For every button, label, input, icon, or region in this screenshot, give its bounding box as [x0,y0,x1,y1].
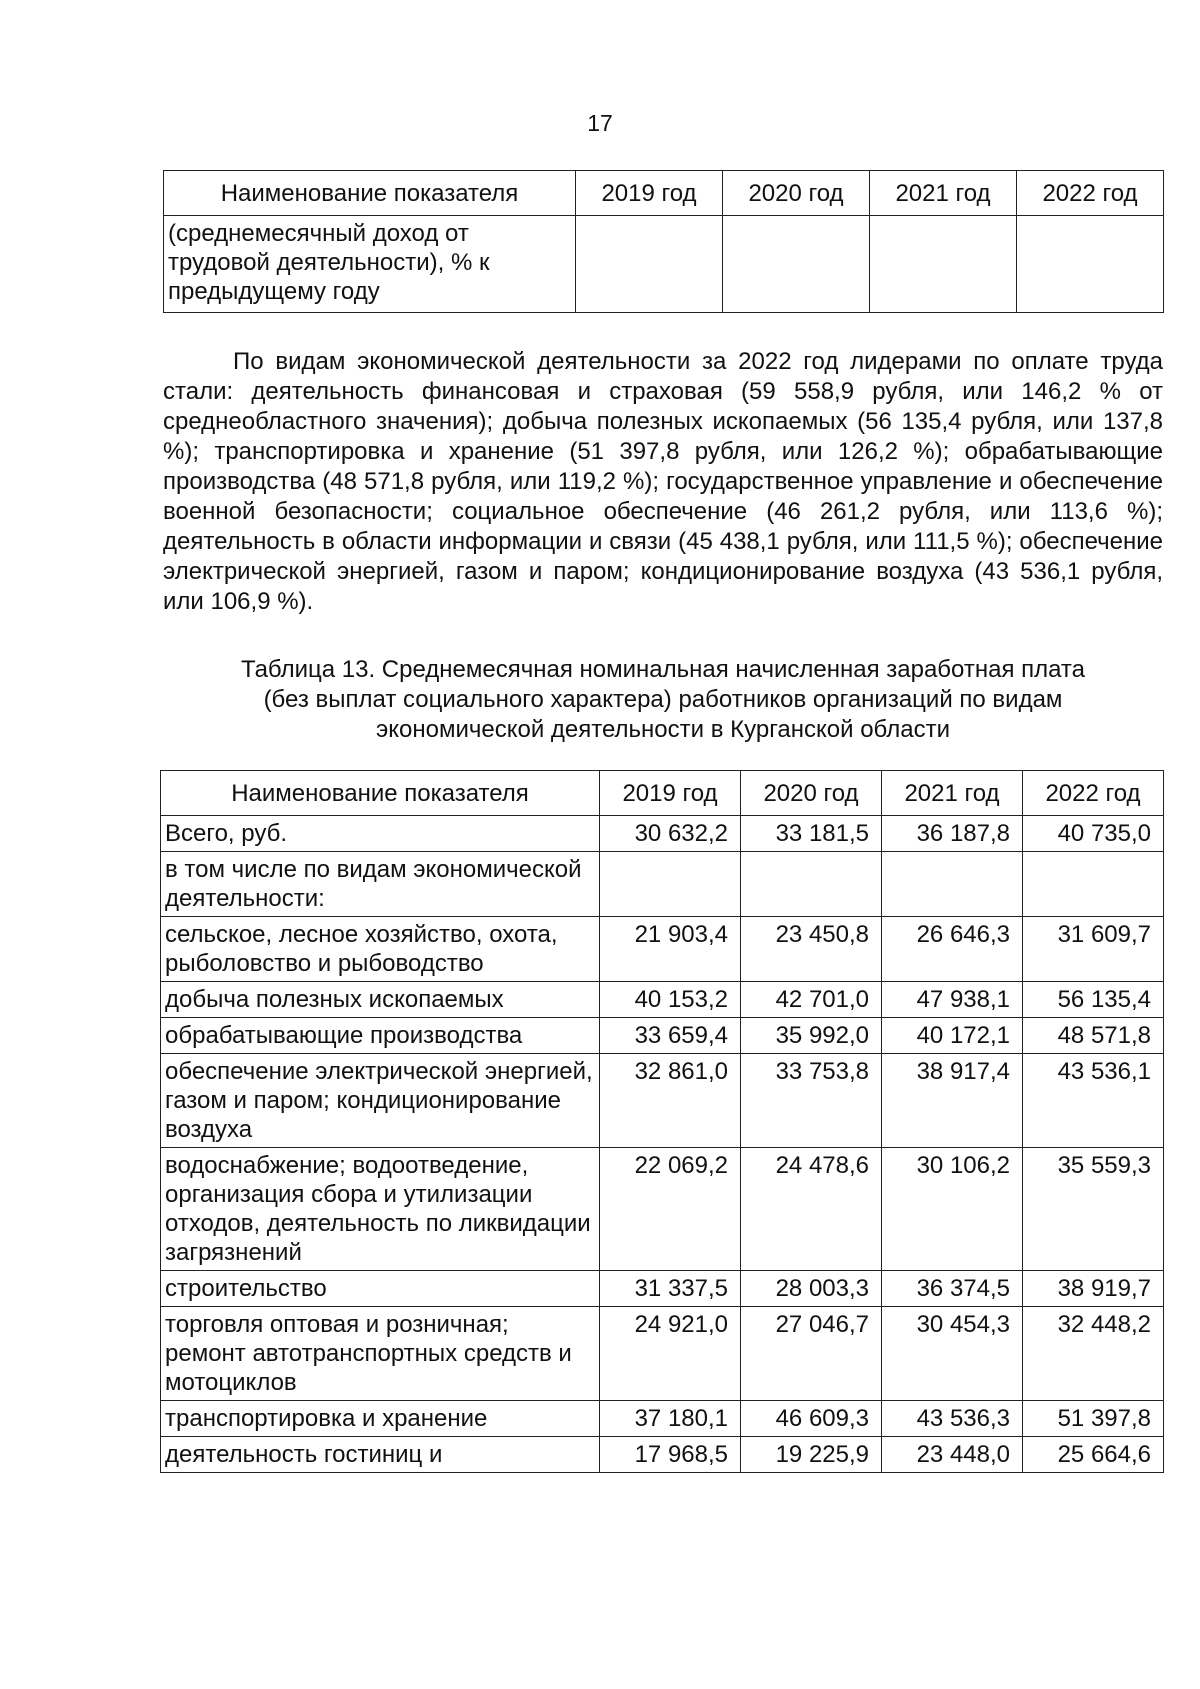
indicator-name: строительство [161,1271,600,1307]
header-indicator: Наименование показателя [164,171,576,216]
table-row [161,1437,1164,1473]
value-2019 [576,216,723,313]
value-2021: 43 536,3 [882,1401,1023,1437]
caption-line: экономической деятельности в Курганской области [376,716,950,743]
continuation-table [163,170,1164,313]
value-2022: 48 571,8 [1023,1018,1164,1054]
header-2019: 2019 год [576,171,723,216]
value-2022: 35 559,3 [1023,1148,1164,1271]
value-2020 [741,852,882,917]
value-2022: 32 448,2 [1023,1307,1164,1401]
value-2021: 36 187,8 [882,816,1023,852]
value-2022: 51 397,8 [1023,1401,1164,1437]
salary-table [160,770,1164,1473]
header-2021: 2021 год [870,171,1017,216]
value-2021: 40 172,1 [882,1018,1023,1054]
value-2019: 40 153,2 [600,982,741,1018]
indicator-name: добыча полезных ископаемых [161,982,600,1018]
value-2020: 27 046,7 [741,1307,882,1401]
table-row [164,216,1164,313]
header-2022: 2022 год [1023,771,1164,816]
table-row [161,852,1164,917]
table-row [161,1148,1164,1271]
table-row [161,1054,1164,1148]
table-header-row [164,171,1164,216]
value-2019: 33 659,4 [600,1018,741,1054]
table-row [161,1307,1164,1401]
table-row [161,1401,1164,1437]
table-row [161,1018,1164,1054]
table-row [161,816,1164,852]
value-2019: 24 921,0 [600,1307,741,1401]
indicator-name: транспортировка и хранение [161,1401,600,1437]
indicator-name: водоснабжение; водоотведение, организация сбора и утилизации отходов, деятельность по ликвидации загрязнений [161,1148,600,1271]
header-2020: 2020 год [741,771,882,816]
header-2022: 2022 год [1017,171,1164,216]
value-2021: 30 454,3 [882,1307,1023,1401]
value-2021 [870,216,1017,313]
table-caption [163,655,1163,745]
value-2019: 31 337,5 [600,1271,741,1307]
value-2022 [1017,216,1164,313]
table-header-row [161,771,1164,816]
table-row [161,1271,1164,1307]
table-row [161,982,1164,1018]
value-2019: 21 903,4 [600,917,741,982]
value-2021: 23 448,0 [882,1437,1023,1473]
value-2021: 30 106,2 [882,1148,1023,1271]
value-2022: 40 735,0 [1023,816,1164,852]
value-2021 [882,852,1023,917]
indicator-name: Всего, руб. [161,816,600,852]
header-2021: 2021 год [882,771,1023,816]
value-2021: 26 646,3 [882,917,1023,982]
caption-line: (без выплат социального характера) работников организаций по видам [263,686,1063,713]
table-row [161,917,1164,982]
indicator-name: в том числе по видам экономической деятельности: [161,852,600,917]
indicator-name: сельское, лесное хозяйство, охота, рыболовство и рыбоводство [161,917,600,982]
value-2021: 47 938,1 [882,982,1023,1018]
value-2022: 25 664,6 [1023,1437,1164,1473]
indicator-name: торговля оптовая и розничная; ремонт автотранспортных средств и мотоциклов [161,1307,600,1401]
value-2022: 31 609,7 [1023,917,1164,982]
value-2021: 38 917,4 [882,1054,1023,1148]
value-2022: 43 536,1 [1023,1054,1164,1148]
body-paragraph: По видам экономической деятельности за 2022 год лидерами по оплате труда стали: деятельность финансовая и страховая (59 558,9 рубля, или 146,2 % от среднеобластного значения); добыча полезных ископаемых (56 135,4 рубля, или 137,8 %); транспортировка и хранение (51 397,8 рубля, или 126,2 %); обрабатывающие производства (48 571,8 рубля, или 119,2 %); государственное управление и обеспечение военной безопасности; социальное обеспечение (46 261,2 рубля, или 113,6 %); деятельность в области информации и связи (45 438,1 рубля, или 111,5 %); обеспечение электрической энергией, газом и паром; кондиционирование воздуха (43 536,1 рубля, или 106,9 %). [163,348,1163,615]
value-2019: 22 069,2 [600,1148,741,1271]
value-2020: 23 450,8 [741,917,882,982]
value-2020: 35 992,0 [741,1018,882,1054]
value-2019: 30 632,2 [600,816,741,852]
indicator-name: обеспечение электрической энергией, газом и паром; кондиционирование воздуха [161,1054,600,1148]
indicator-name: деятельность гостиниц и [161,1437,600,1473]
value-2020: 46 609,3 [741,1401,882,1437]
value-2020: 24 478,6 [741,1148,882,1271]
value-2020: 33 753,8 [741,1054,882,1148]
value-2019: 32 861,0 [600,1054,741,1148]
value-2022 [1023,852,1164,917]
indicator-name: (среднемесячный доход от трудовой деятельности), % к предыдущему году [164,216,576,313]
value-2021: 36 374,5 [882,1271,1023,1307]
value-2020: 33 181,5 [741,816,882,852]
value-2022: 38 919,7 [1023,1271,1164,1307]
header-2020: 2020 год [723,171,870,216]
value-2020: 28 003,3 [741,1271,882,1307]
value-2020 [723,216,870,313]
value-2019: 37 180,1 [600,1401,741,1437]
value-2020: 19 225,9 [741,1437,882,1473]
indicator-name: обрабатывающие производства [161,1018,600,1054]
header-indicator: Наименование показателя [161,771,600,816]
value-2019: 17 968,5 [600,1437,741,1473]
value-2020: 42 701,0 [741,982,882,1018]
header-2019: 2019 год [600,771,741,816]
value-2019 [600,852,741,917]
value-2022: 56 135,4 [1023,982,1164,1018]
page-number: 17 [587,110,613,136]
caption-line: Таблица 13. Среднемесячная номинальная начисленная заработная плата [240,656,1086,683]
